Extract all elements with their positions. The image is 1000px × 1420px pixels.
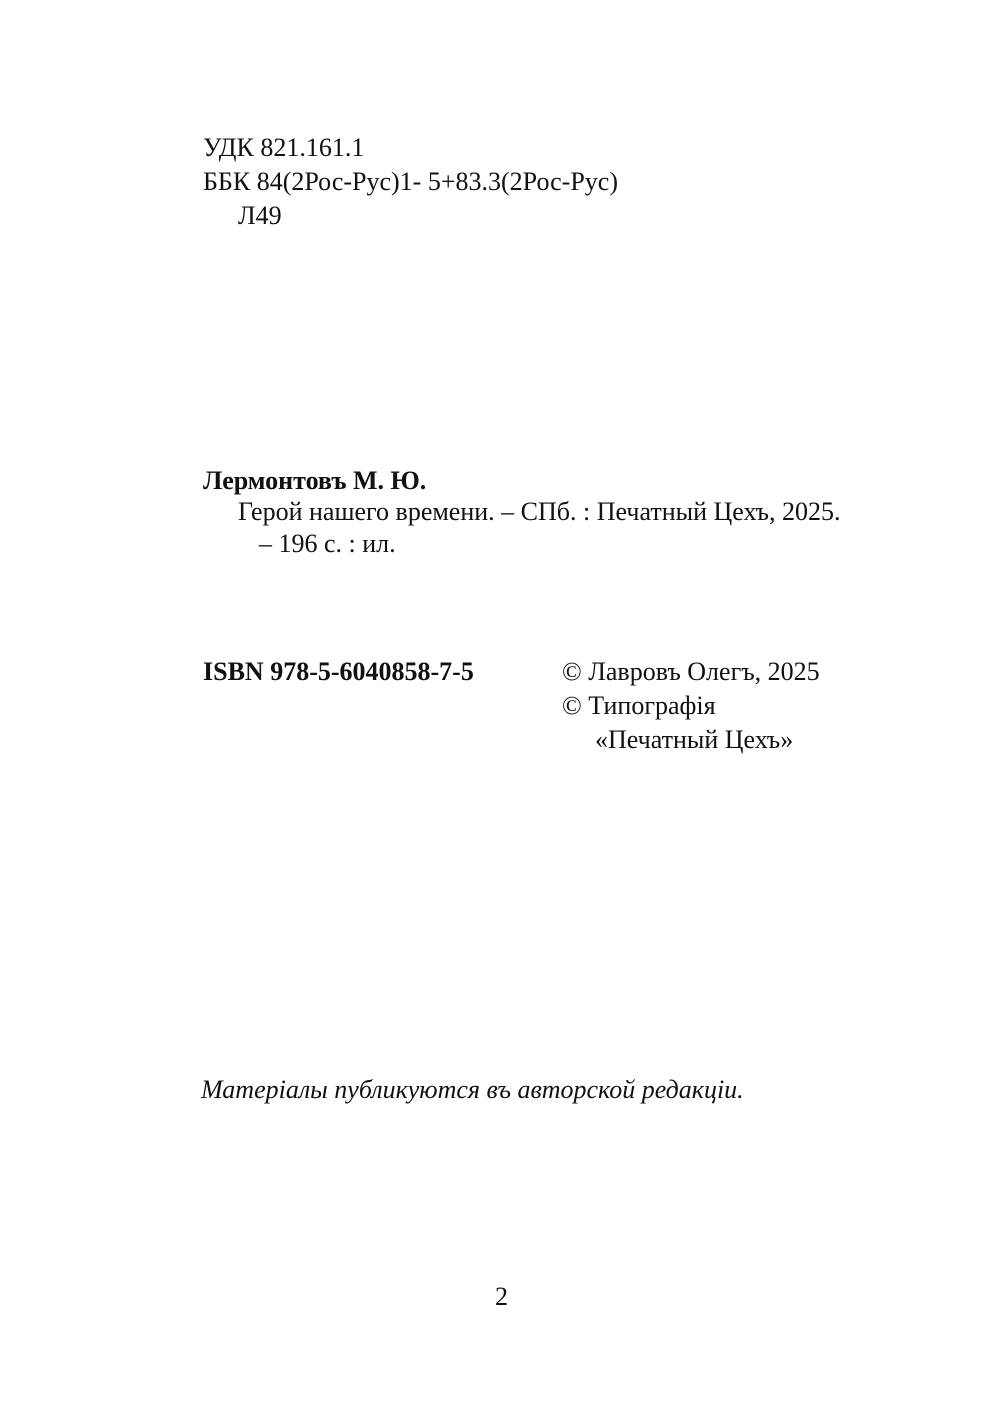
edition-note: Матеріалы публикуются въ авторской редакціи. [201, 1075, 744, 1104]
copyright-publisher-name: «Печатный Цехъ» [595, 725, 794, 754]
page-number: 2 [495, 1282, 508, 1311]
bbk-code: ББК 84(2Рос-Рус)1- 5+83.3(2Рос-Рус) [203, 167, 618, 196]
bibliographic-title: Герой нашего времени. – СПб. : Печатный Цехъ, 2025. [238, 497, 841, 526]
copyright-author: © Лавровъ Олегъ, 2025 [562, 657, 820, 686]
author-mark: Л49 [238, 201, 282, 230]
author-name: Лермонтовъ М. Ю. [203, 466, 427, 495]
isbn-number: ISBN 978-5-6040858-7-5 [203, 657, 474, 686]
copyright-publisher: © Типографія [562, 691, 716, 720]
udk-code: УДК 821.161.1 [203, 133, 365, 162]
bibliographic-pages: – 196 с. : ил. [259, 529, 396, 558]
